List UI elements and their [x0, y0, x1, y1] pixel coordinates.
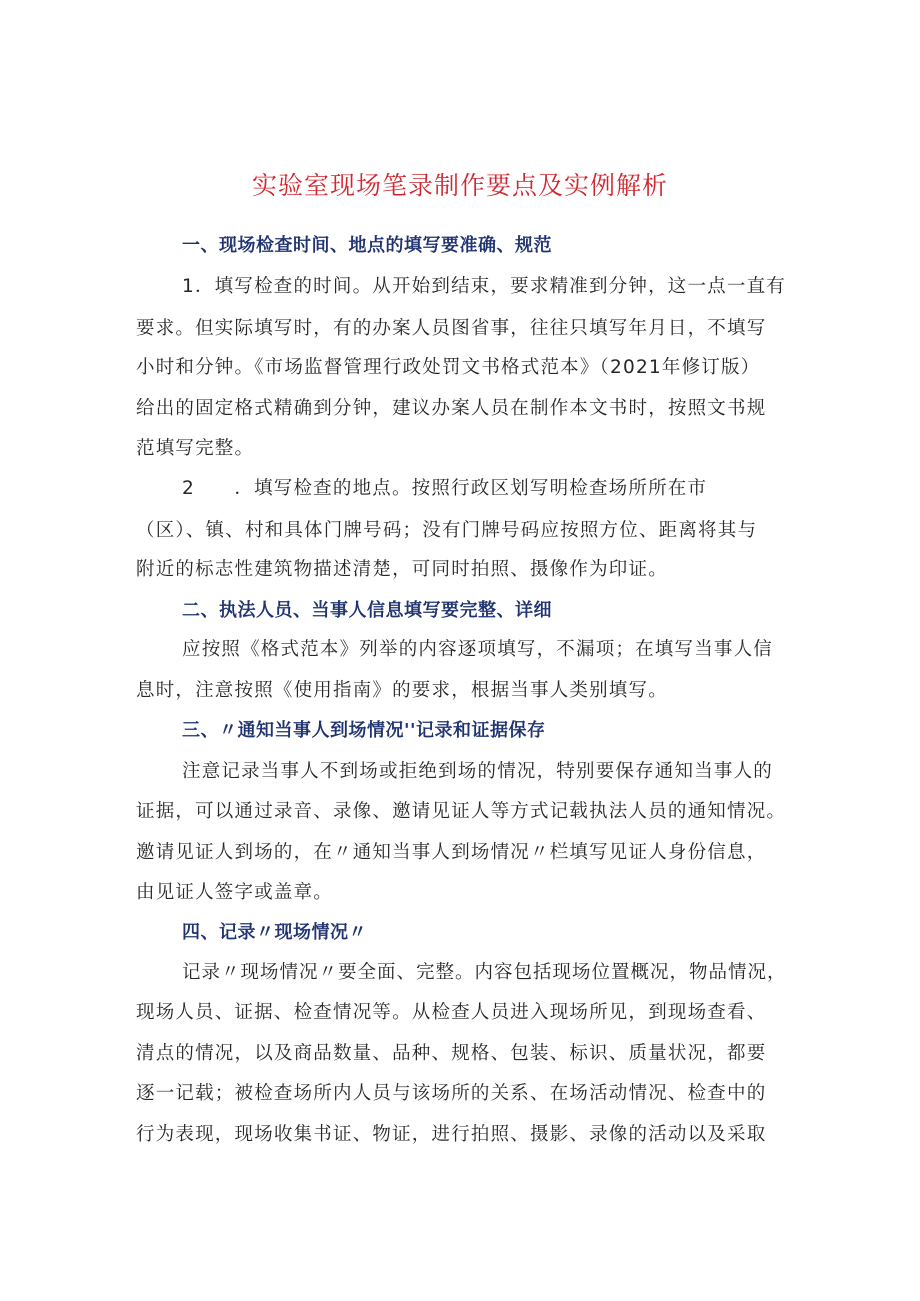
- section-heading-2: 二、执法人员、当事人信息填写要完整、详细: [182, 600, 552, 621]
- paragraph-line: 范填写完整。: [136, 438, 255, 459]
- paragraph-line: 2 ．填写检查的地点。按照行政区划写明检查场所所在市: [182, 478, 708, 499]
- paragraph-line: 要求。但实际填写时，有的办案人员图省事，往往只填写年月日，不填写: [136, 318, 767, 339]
- paragraph-line: 息时，注意按照《使用指南》的要求，根据当事人类别填写。: [136, 680, 668, 701]
- paragraph-line: 小时和分钟。《市场监督管理行政处罚文书格式范本》（2021年修订版）: [136, 357, 761, 378]
- paragraph-line: 应按照《格式范本》列举的内容逐项填写，不漏项；在填写当事人信: [182, 639, 774, 660]
- paragraph-line: （区）、镇、村和具体门牌号码；没有门牌号码应按照方位、距离将其与: [136, 520, 758, 541]
- paragraph-line: 清点的情况，以及商品数量、品种、规格、包装、标识、质量状况，都要: [136, 1043, 767, 1064]
- paragraph-line: 逐一记载；被检查场所内人员与该场所的关系、在场活动情况、检查中的: [136, 1083, 767, 1104]
- paragraph-line: 1．填写检查的时间。从开始到结束，要求精准到分钟，这一点一直有: [182, 276, 786, 297]
- paragraph-line: 注意记录当事人不到场或拒绝到场的情况，特别要保存通知当事人的: [182, 761, 774, 782]
- paragraph-line: 邀请见证人到场的，在〃通知当事人到场情况〃栏填写见证人身份信息，: [136, 842, 767, 863]
- section-heading-4: 四、记录〃现场情况〃: [182, 922, 367, 943]
- paragraph-line: 给出的固定格式精确到分钟，建议办案人员在制作本文书时，按照文书规: [136, 398, 767, 419]
- paragraph-line: 行为表现，现场收集书证、物证，进行拍照、摄影、录像的活动以及采取: [136, 1124, 767, 1145]
- paragraph-line: 现场人员、证据、检查情况等。从检查人员进入现场所见，到现场查看、: [136, 1002, 767, 1023]
- paragraph-line: 证据，可以通过录音、录像、邀请见证人等方式记载执法人员的通知情况。: [136, 801, 787, 822]
- section-heading-3: 三、〃通知当事人到场情况''记录和证据保存: [182, 720, 546, 741]
- paragraph-line: 由见证人签字或盖章。: [136, 882, 334, 903]
- section-heading-1: 一、现场检查时间、地点的填写要准确、规范: [182, 235, 552, 256]
- document-title: 实验室现场笔录制作要点及实例解析: [251, 171, 668, 200]
- paragraph-line: 附近的标志性建筑物描述清楚，可同时拍照、摄像作为印证。: [136, 559, 668, 580]
- paragraph-line: 记录〃现场情况〃要全面、完整。内容包括现场位置概况，物品情况，: [182, 962, 787, 983]
